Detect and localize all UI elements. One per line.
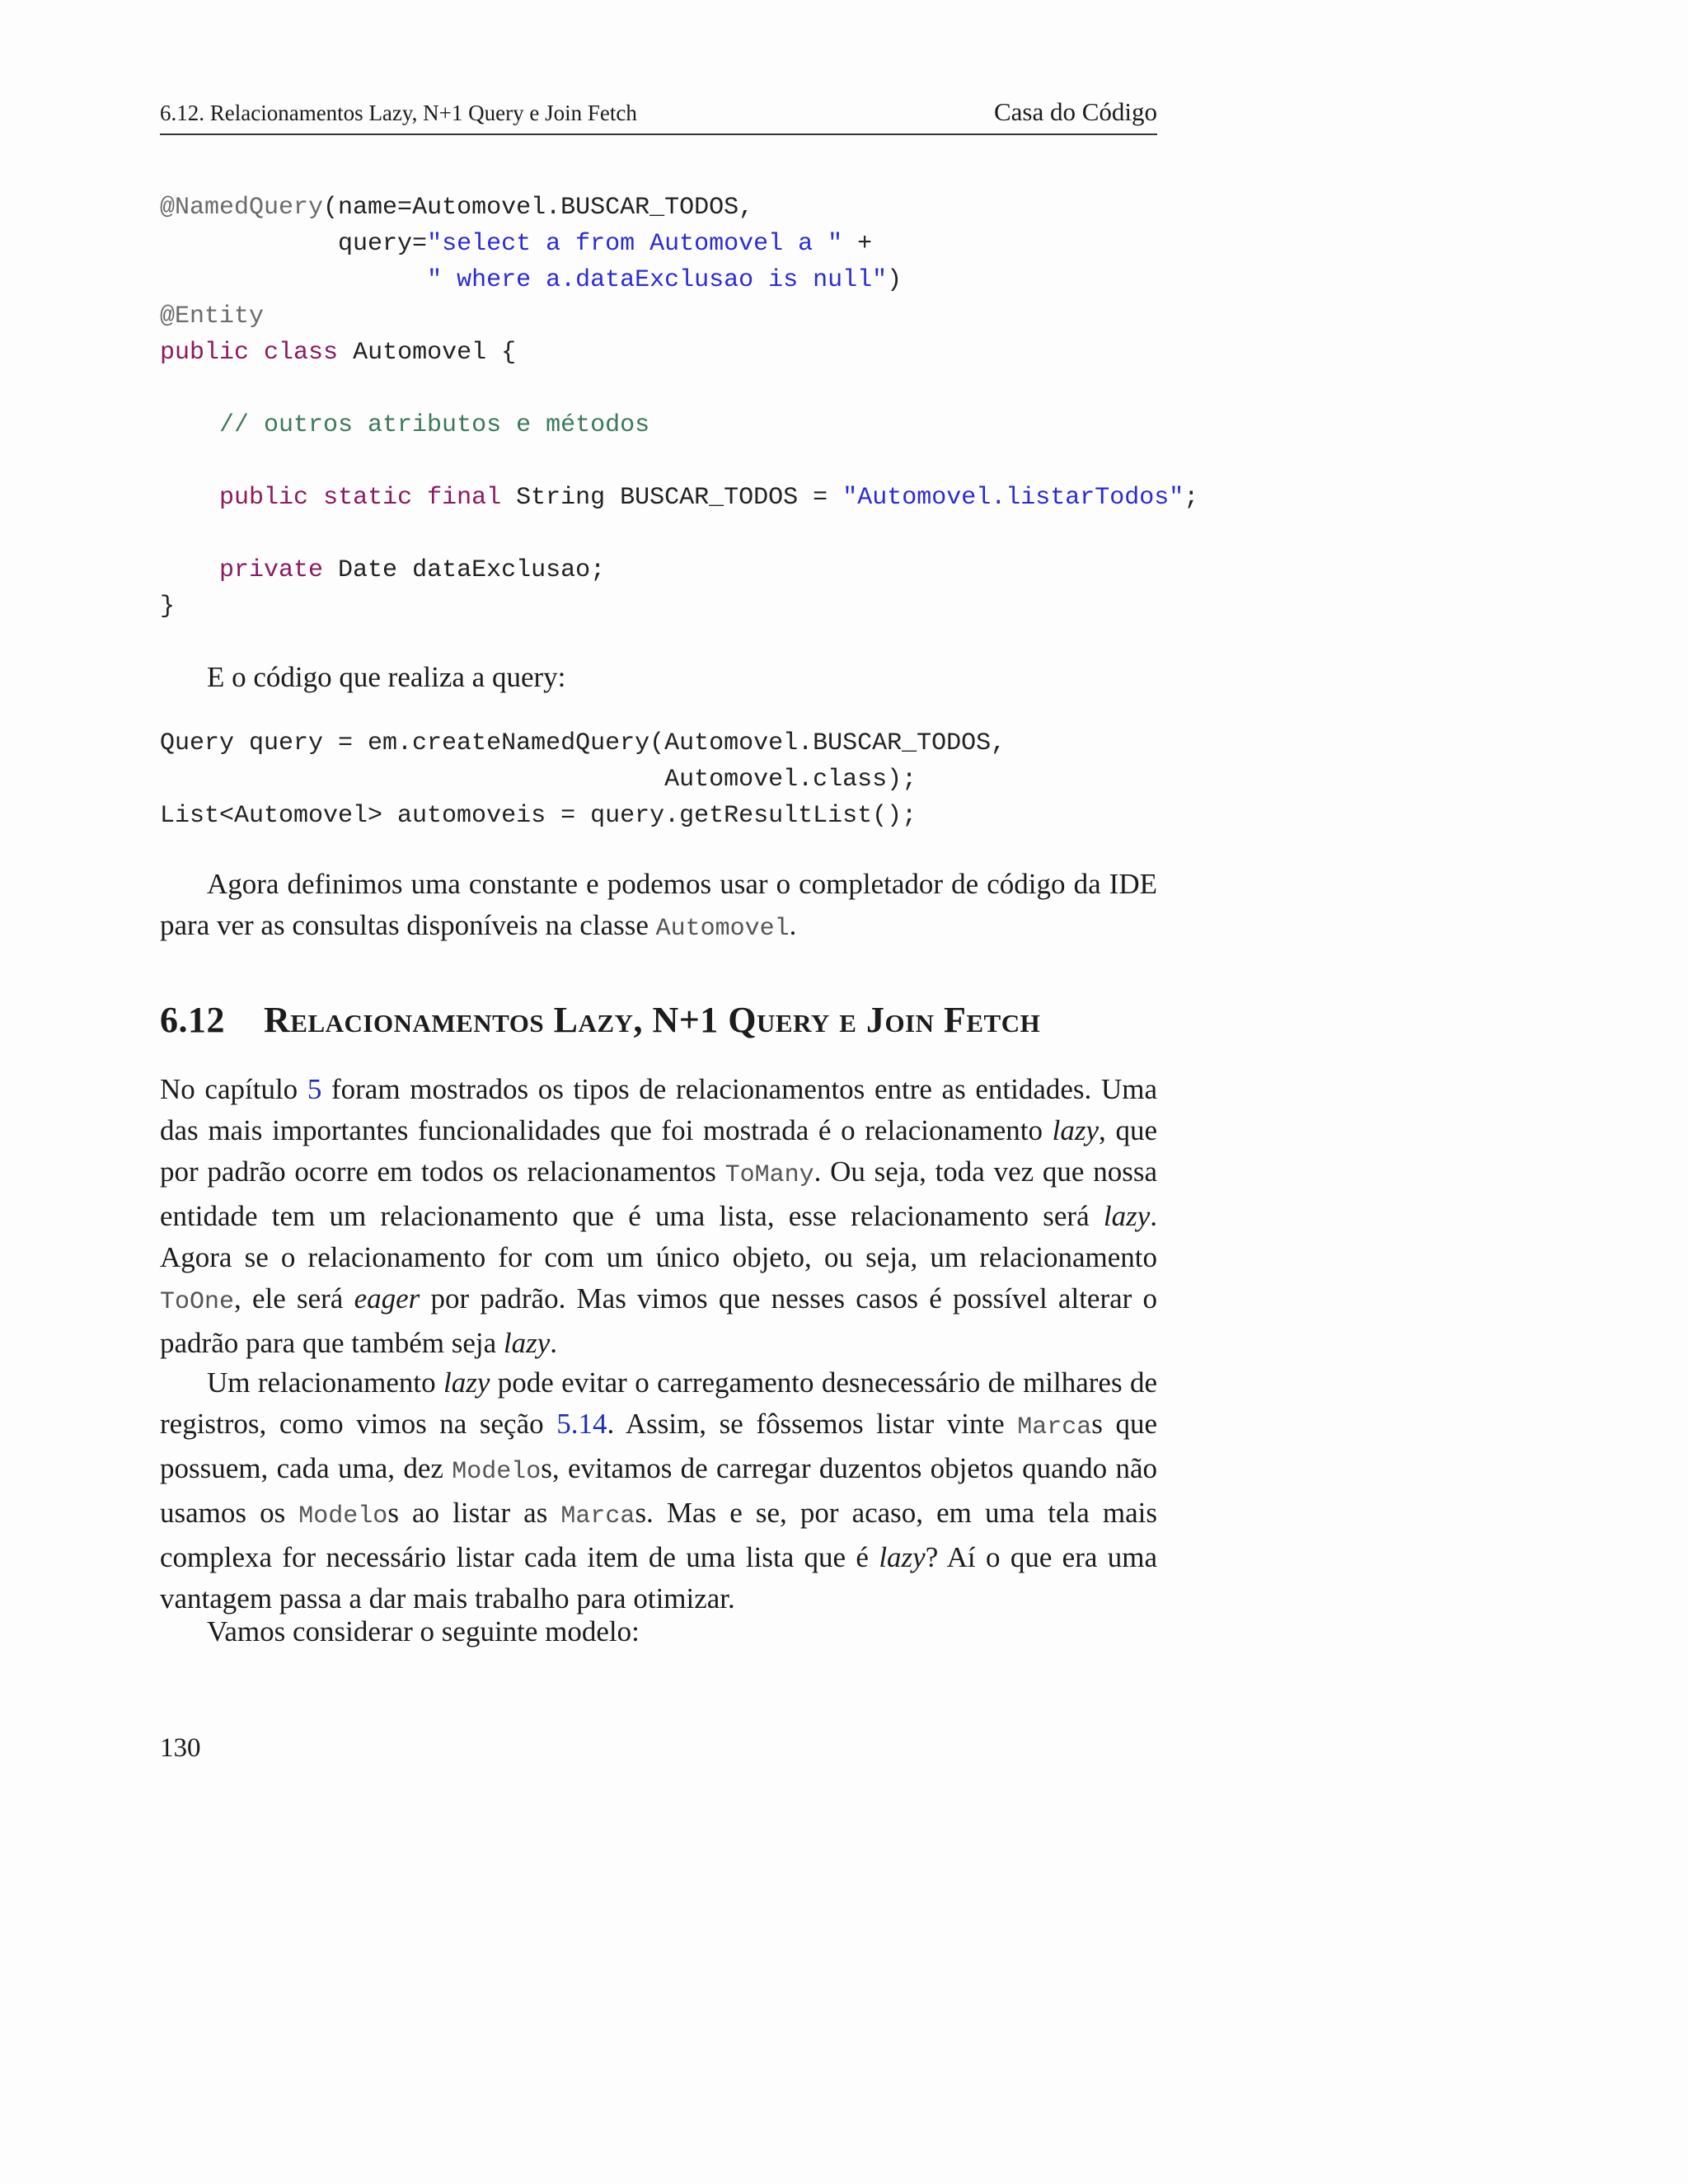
code-line: Query query = em.createNamedQuery(Automovel.BUSCAR_TODOS, (160, 729, 1006, 757)
text-run: Um relacionamento (207, 1366, 443, 1399)
text-run: . Agora se o relacionamento for com um único objeto, ou seja, um relacionamento (160, 1200, 1157, 1273)
emphasis: lazy (879, 1541, 926, 1573)
emphasis: lazy (503, 1327, 551, 1359)
inline-code: Marca (560, 1502, 635, 1530)
code-line: List<Automovel> automoveis = query.getResultList(); (160, 802, 917, 830)
text-run: ? Aí o que era uma vantagem passa a dar mais trabalho para otimizar. (160, 1541, 1158, 1615)
inline-code: Modelo (298, 1502, 388, 1530)
code-keyword: static (323, 484, 413, 512)
inline-code: Modelo (452, 1458, 542, 1486)
code-block-entity (160, 190, 1198, 625)
text-run: , que por padrão ocorre em todos os relacionamentos (160, 1114, 1157, 1188)
text-run: . Assim, se fôssemos listar vinte (607, 1408, 1018, 1440)
code-keyword: class (264, 339, 339, 367)
text-run: s que possuem, cada uma, dez (160, 1408, 1158, 1484)
code-annotation: @Entity (160, 302, 265, 330)
emphasis: lazy (1103, 1200, 1151, 1232)
text-run: . (789, 909, 797, 941)
inline-code: ToMany (724, 1161, 814, 1189)
emphasis: lazy (443, 1366, 490, 1399)
text-run: s ao listar as (387, 1497, 561, 1529)
chapter-link[interactable]: 5 (307, 1073, 322, 1105)
paragraph-constant (160, 864, 1157, 949)
header-publisher: Casa do Código (993, 97, 1157, 126)
code-block-query (160, 725, 1006, 834)
code-token: } (160, 593, 176, 621)
code-keyword: public (160, 339, 250, 367)
code-token: query= (338, 230, 428, 258)
section-link[interactable]: 5.14 (556, 1408, 607, 1440)
section-title: Relacionamentos Lazy, N+1 Query e Join Fetch (264, 1000, 1041, 1040)
inline-code: ToOne (160, 1288, 235, 1316)
paragraph-lazy-loading (160, 1362, 1157, 1619)
code-comment: // outros atributos e métodos (219, 411, 650, 439)
code-keyword: final (427, 484, 502, 512)
emphasis: eager (354, 1282, 420, 1315)
running-header (160, 97, 1157, 135)
code-token: String BUSCAR_TODOS = (501, 484, 843, 512)
text-run: s, evitamos de carregar duzentos objetos quando não usamos os (160, 1452, 1157, 1529)
paragraph-intro-query: E o código que realiza a query: (207, 661, 566, 693)
code-line: Automovel.class); (664, 766, 917, 794)
text-run: Agora definimos uma constante e podemos usar o completador de código da IDE para ver as consultas disponíveis na classe (160, 868, 1157, 941)
code-token: ; (1184, 484, 1199, 512)
section-number: 6.12 (160, 1000, 225, 1040)
code-token: ) (887, 266, 903, 294)
text-run: pode evitar o carregamento desnecessário de milhares de registros, como vimos na seção (160, 1366, 1157, 1440)
code-keyword: private (219, 556, 324, 584)
code-keyword: public (219, 484, 309, 512)
page-number: 130 (160, 1733, 201, 1763)
text-run: No capítulo (160, 1073, 307, 1105)
text-run: . (550, 1327, 558, 1359)
text-run: . Ou seja, toda vez que nossa entidade tem um relacionamento que é uma lista, esse relacionamento será (160, 1155, 1157, 1232)
emphasis: lazy (1052, 1114, 1100, 1146)
code-token: (name=Automovel.BUSCAR_TODOS, (323, 194, 754, 222)
header-section-title: 6.12. Relacionamentos Lazy, N+1 Query e Join Fetch (160, 101, 637, 125)
code-token: + (842, 230, 873, 258)
text-run: , ele será (234, 1282, 354, 1315)
inline-code: Automovel (655, 915, 790, 943)
text-run: foram mostrados os tipos de relacionamentos entre as entidades. Uma das mais importantes funcionalidades que foi mostrada é o relacionamento (160, 1073, 1157, 1146)
code-string: "select a from Automovel a " (427, 230, 843, 258)
inline-code: Marca (1017, 1413, 1092, 1441)
code-string: " where a.dataExclusao is null" (427, 266, 888, 294)
paragraph-model: Vamos considerar o seguinte modelo: (207, 1615, 640, 1647)
code-string: "Automovel.listarTodos" (842, 484, 1184, 512)
code-token: @NamedQuery (160, 194, 324, 222)
code-token: Date dataExclusao; (323, 556, 606, 584)
text-run: por padrão. Mas vimos que nesses casos é possível alterar o padrão para que também seja (160, 1282, 1158, 1359)
code-token: Automovel { (338, 339, 517, 367)
text-run: s. Mas e se, por acaso, em uma tela mais complexa for necessário listar cada item de uma lista que é (160, 1497, 1157, 1573)
paragraph-relationships (160, 1069, 1157, 1364)
section-heading (160, 999, 1231, 1041)
